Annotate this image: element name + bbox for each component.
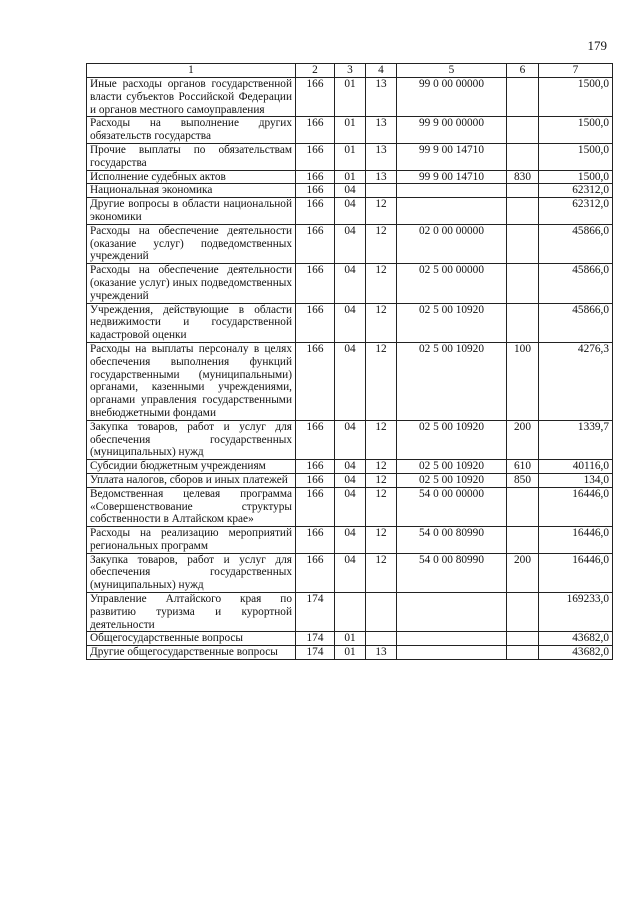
row-name-cell: Расходы на обеспечение деятельности (оказание услуг) подведомственных учреждений: [87, 224, 296, 263]
row-csr-cell: 02 5 00 10920: [397, 420, 507, 459]
row-pr-cell: 12: [366, 264, 397, 303]
row-name-cell: Национальная экономика: [87, 184, 296, 198]
row-name-cell: Субсидии бюджетным учреждениям: [87, 460, 296, 474]
row-sum-cell: 16446,0: [539, 527, 613, 554]
row-vr-cell: [507, 264, 539, 303]
row-sum-cell: 1500,0: [539, 78, 613, 117]
row-csr-cell: 99 9 00 00000: [397, 117, 507, 144]
row-rz-cell: 04: [335, 553, 366, 592]
row-pr-cell: 12: [366, 224, 397, 263]
row-name-cell: Иные расходы органов государственной власти субъектов Российской Федерации и органов местного самоуправления: [87, 78, 296, 117]
row-name-cell: Прочие выплаты по обязательствам государства: [87, 143, 296, 170]
row-pr-cell: 13: [366, 170, 397, 184]
row-vr-cell: [507, 303, 539, 342]
table-row: [87, 420, 613, 459]
row-rz-cell: 04: [335, 198, 366, 225]
row-csr-cell: 02 5 00 10920: [397, 460, 507, 474]
row-pr-cell: 13: [366, 78, 397, 117]
row-vr-cell: [507, 224, 539, 263]
row-csr-cell: 99 9 00 14710: [397, 170, 507, 184]
row-vr-cell: [507, 78, 539, 117]
page-number: 179: [587, 38, 607, 53]
row-rz-cell: 04: [335, 264, 366, 303]
row-ved-cell: 166: [296, 342, 335, 420]
table-row: [87, 78, 613, 117]
row-ved-cell: 166: [296, 527, 335, 554]
row-pr-cell: [366, 632, 397, 646]
row-ved-cell: 174: [296, 646, 335, 660]
row-sum-cell: 1339,7: [539, 420, 613, 459]
row-ved-cell: 166: [296, 303, 335, 342]
row-ved-cell: 174: [296, 593, 335, 632]
column-header: 4: [366, 64, 397, 78]
table-row: [87, 143, 613, 170]
row-vr-cell: 100: [507, 342, 539, 420]
row-ved-cell: 166: [296, 78, 335, 117]
row-sum-cell: 62312,0: [539, 198, 613, 225]
row-vr-cell: 200: [507, 420, 539, 459]
column-header: 6: [507, 64, 539, 78]
row-sum-cell: 169233,0: [539, 593, 613, 632]
row-ved-cell: 166: [296, 170, 335, 184]
row-pr-cell: 12: [366, 460, 397, 474]
table-row: [87, 264, 613, 303]
row-csr-cell: 02 5 00 10920: [397, 342, 507, 420]
row-sum-cell: 45866,0: [539, 264, 613, 303]
row-csr-cell: [397, 184, 507, 198]
row-pr-cell: 13: [366, 143, 397, 170]
budget-table: [86, 63, 613, 660]
row-ved-cell: 166: [296, 420, 335, 459]
row-rz-cell: 04: [335, 303, 366, 342]
row-ved-cell: 166: [296, 460, 335, 474]
row-csr-cell: 54 0 00 00000: [397, 487, 507, 526]
row-vr-cell: [507, 527, 539, 554]
row-name-cell: Расходы на обеспечение деятельности (оказание услуг) иных подведомственных учреждений: [87, 264, 296, 303]
row-name-cell: Уплата налогов, сборов и иных платежей: [87, 473, 296, 487]
row-name-cell: Управление Алтайского края по развитию туризма и курортной деятельности: [87, 593, 296, 632]
row-rz-cell: 01: [335, 646, 366, 660]
row-pr-cell: 12: [366, 553, 397, 592]
table-row: [87, 184, 613, 198]
column-header: 2: [296, 64, 335, 78]
row-sum-cell: 45866,0: [539, 303, 613, 342]
row-rz-cell: 04: [335, 224, 366, 263]
row-pr-cell: [366, 184, 397, 198]
row-vr-cell: [507, 198, 539, 225]
row-vr-cell: [507, 646, 539, 660]
row-name-cell: Расходы на реализацию мероприятий региональных программ: [87, 527, 296, 554]
row-rz-cell: 01: [335, 78, 366, 117]
row-csr-cell: [397, 593, 507, 632]
column-header: 3: [335, 64, 366, 78]
row-sum-cell: 43682,0: [539, 646, 613, 660]
row-pr-cell: 12: [366, 198, 397, 225]
row-name-cell: Закупка товаров, работ и услуг для обеспечения государственных (муниципальных) нужд: [87, 553, 296, 592]
table-row: [87, 553, 613, 592]
table-row: [87, 198, 613, 225]
row-sum-cell: 16446,0: [539, 553, 613, 592]
row-vr-cell: [507, 184, 539, 198]
row-sum-cell: 1500,0: [539, 170, 613, 184]
row-ved-cell: 166: [296, 117, 335, 144]
row-rz-cell: 04: [335, 420, 366, 459]
column-header: 7: [539, 64, 613, 78]
table-row: [87, 224, 613, 263]
row-name-cell: Общегосударственные вопросы: [87, 632, 296, 646]
row-pr-cell: 12: [366, 527, 397, 554]
row-vr-cell: [507, 143, 539, 170]
table-row: [87, 460, 613, 474]
row-name-cell: Расходы на выполнение других обязательств государства: [87, 117, 296, 144]
row-name-cell: Расходы на выплаты персоналу в целях обеспечения выполнения функций государственными (муниципальными) органами, казенными учреждениями, органами управления государственными внебюджетными фондами: [87, 342, 296, 420]
row-sum-cell: 1500,0: [539, 117, 613, 144]
row-vr-cell: 610: [507, 460, 539, 474]
row-sum-cell: 45866,0: [539, 224, 613, 263]
row-ved-cell: 166: [296, 264, 335, 303]
table-row: [87, 593, 613, 632]
row-vr-cell: 200: [507, 553, 539, 592]
row-ved-cell: 166: [296, 487, 335, 526]
row-rz-cell: 04: [335, 527, 366, 554]
table-row: [87, 487, 613, 526]
row-csr-cell: 54 0 00 80990: [397, 553, 507, 592]
row-pr-cell: 13: [366, 117, 397, 144]
row-rz-cell: 04: [335, 460, 366, 474]
row-ved-cell: 166: [296, 473, 335, 487]
row-pr-cell: 12: [366, 303, 397, 342]
row-rz-cell: 01: [335, 170, 366, 184]
row-csr-cell: 99 9 00 14710: [397, 143, 507, 170]
row-csr-cell: 02 5 00 10920: [397, 303, 507, 342]
row-ved-cell: 166: [296, 553, 335, 592]
row-pr-cell: 13: [366, 646, 397, 660]
row-pr-cell: 12: [366, 420, 397, 459]
row-name-cell: Другие общегосударственные вопросы: [87, 646, 296, 660]
row-sum-cell: 4276,3: [539, 342, 613, 420]
row-sum-cell: 1500,0: [539, 143, 613, 170]
row-csr-cell: 02 5 00 10920: [397, 473, 507, 487]
row-ved-cell: 166: [296, 224, 335, 263]
row-csr-cell: 02 5 00 00000: [397, 264, 507, 303]
row-ved-cell: 166: [296, 143, 335, 170]
row-name-cell: Закупка товаров, работ и услуг для обеспечения государственных (муниципальных) нужд: [87, 420, 296, 459]
row-name-cell: Другие вопросы в области национальной экономики: [87, 198, 296, 225]
row-ved-cell: 174: [296, 632, 335, 646]
row-vr-cell: 830: [507, 170, 539, 184]
row-sum-cell: 62312,0: [539, 184, 613, 198]
table-row: [87, 632, 613, 646]
row-csr-cell: 02 0 00 00000: [397, 224, 507, 263]
row-rz-cell: 01: [335, 143, 366, 170]
table-row: [87, 473, 613, 487]
row-csr-cell: [397, 198, 507, 225]
row-csr-cell: 54 0 00 80990: [397, 527, 507, 554]
row-ved-cell: 166: [296, 198, 335, 225]
row-csr-cell: [397, 646, 507, 660]
table-row: [87, 303, 613, 342]
column-header: 1: [87, 64, 296, 78]
row-sum-cell: 134,0: [539, 473, 613, 487]
row-rz-cell: [335, 593, 366, 632]
row-sum-cell: 40116,0: [539, 460, 613, 474]
row-name-cell: Учреждения, действующие в области недвижимости и государственной кадастровой оценки: [87, 303, 296, 342]
row-name-cell: Ведомственная целевая программа «Совершенствование структуры собственности в Алтайском крае»: [87, 487, 296, 526]
row-vr-cell: [507, 593, 539, 632]
row-vr-cell: 850: [507, 473, 539, 487]
row-rz-cell: 04: [335, 473, 366, 487]
table-body: [87, 78, 613, 660]
column-header: 5: [397, 64, 507, 78]
table-row: [87, 646, 613, 660]
table-row: [87, 527, 613, 554]
row-ved-cell: 166: [296, 184, 335, 198]
row-rz-cell: 04: [335, 342, 366, 420]
row-csr-cell: [397, 632, 507, 646]
row-vr-cell: [507, 117, 539, 144]
row-pr-cell: 12: [366, 473, 397, 487]
row-pr-cell: 12: [366, 487, 397, 526]
row-pr-cell: 12: [366, 342, 397, 420]
row-rz-cell: 01: [335, 632, 366, 646]
row-rz-cell: 01: [335, 117, 366, 144]
row-vr-cell: [507, 487, 539, 526]
table-row: [87, 342, 613, 420]
row-name-cell: Исполнение судебных актов: [87, 170, 296, 184]
header-row: [87, 64, 613, 78]
row-pr-cell: [366, 593, 397, 632]
row-csr-cell: 99 0 00 00000: [397, 78, 507, 117]
row-rz-cell: 04: [335, 487, 366, 526]
row-sum-cell: 16446,0: [539, 487, 613, 526]
row-rz-cell: 04: [335, 184, 366, 198]
table-row: [87, 117, 613, 144]
row-vr-cell: [507, 632, 539, 646]
table-row: [87, 170, 613, 184]
row-sum-cell: 43682,0: [539, 632, 613, 646]
